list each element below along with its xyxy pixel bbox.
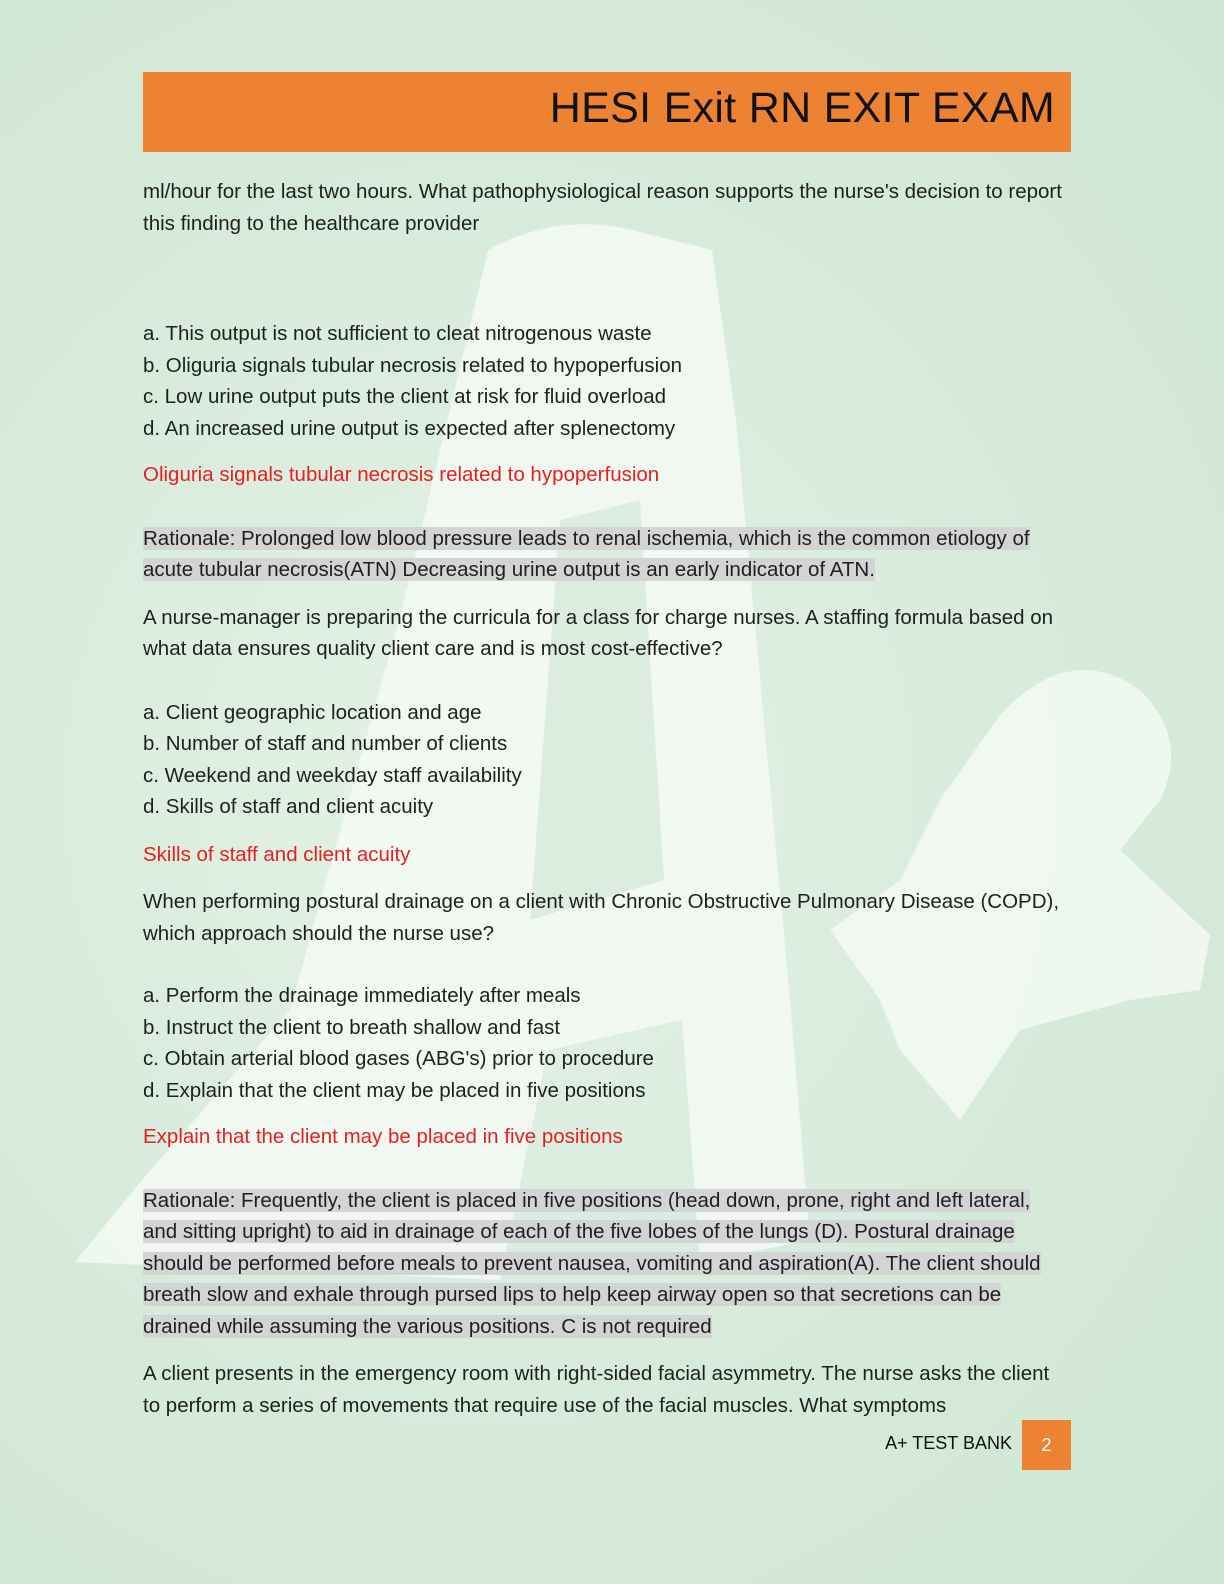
answer-text: Skills of staff and client acuity bbox=[143, 842, 411, 866]
option-a: a. Client geographic location and age bbox=[143, 700, 482, 724]
question-stem: A nurse-manager is preparing the curricula for a class for charge nurses. A staffing formula based on what data ensures quality client care and is most cost-effective? bbox=[143, 605, 1054, 660]
document-title: HESI Exit RN EXIT EXAM bbox=[549, 84, 1055, 132]
option-list bbox=[143, 318, 1068, 444]
option-d: d. An increased urine output is expected after splenectomy bbox=[143, 416, 676, 440]
option-b: b. Oliguria signals tubular necrosis related to hypoperfusion bbox=[143, 353, 682, 377]
option-d: d. Skills of staff and client acuity bbox=[143, 795, 434, 818]
option-a: a. This output is not sufficient to cleat nitrogenous waste bbox=[143, 322, 652, 345]
rationale-highlight: Rationale: Frequently, the client is placed in five positions (head down, prone, right and left lateral, and sitting upright) to aid in drainage of each of the five lobes of the lungs (D). Postural drainage should be performed before meals to prevent nausea, vomiting and aspiration(A). The client should breath slow and exhale through pursed lips to help keep airway open so that secretions can be drained while assuming the various positions. C is not required bbox=[143, 1188, 1041, 1338]
question-stem: A client presents in the emergency room with right-sided facial asymmetry. The nurse asks the client to perform a series of movements that require use of the facial muscles. What symptoms bbox=[143, 1362, 1050, 1417]
answer-text: Oliguria signals tubular necrosis related to hypoperfusion bbox=[143, 463, 660, 486]
option-a: a. Perform the drainage immediately after meals bbox=[143, 984, 581, 1007]
rationale-highlight: Rationale: Prolonged low blood pressure leads to renal ischemia, which is the common etiology of acute tubular necrosis(ATN) Decreasing urine output is an early indicator of ATN. bbox=[143, 526, 1030, 581]
option-c: c. Weekend and weekday staff availability bbox=[143, 763, 522, 787]
question-stem: ml/hour for the last two hours. What pathophysiological reason supports the nurse's decision to report this finding to the healthcare provider bbox=[143, 180, 1062, 235]
question-stem: When performing postural drainage on a client with Chronic Obstructive Pulmonary Disease (COPD), which approach should the nurse use? bbox=[143, 890, 1060, 945]
option-list bbox=[143, 697, 1068, 823]
rationale-text bbox=[143, 1185, 1068, 1343]
option-list bbox=[143, 980, 1068, 1106]
option-b: b. Number of staff and number of clients bbox=[143, 732, 508, 755]
document-body bbox=[143, 176, 1068, 1421]
option-c: c. Low urine output puts the client at risk for fluid overload bbox=[143, 385, 667, 408]
option-b: b. Instruct the client to breath shallow and fast bbox=[143, 1015, 561, 1039]
option-c: c. Obtain arterial blood gases (ABG's) prior to procedure bbox=[143, 1047, 654, 1070]
rationale-text bbox=[143, 523, 1068, 586]
page-number: 2 bbox=[1022, 1420, 1071, 1470]
answer-text: Explain that the client may be placed in five positions bbox=[143, 1125, 623, 1148]
footer-label: A+ TEST BANK bbox=[885, 1433, 1012, 1453]
header-banner bbox=[143, 72, 1071, 152]
option-d: d. Explain that the client may be placed in five positions bbox=[143, 1078, 646, 1102]
